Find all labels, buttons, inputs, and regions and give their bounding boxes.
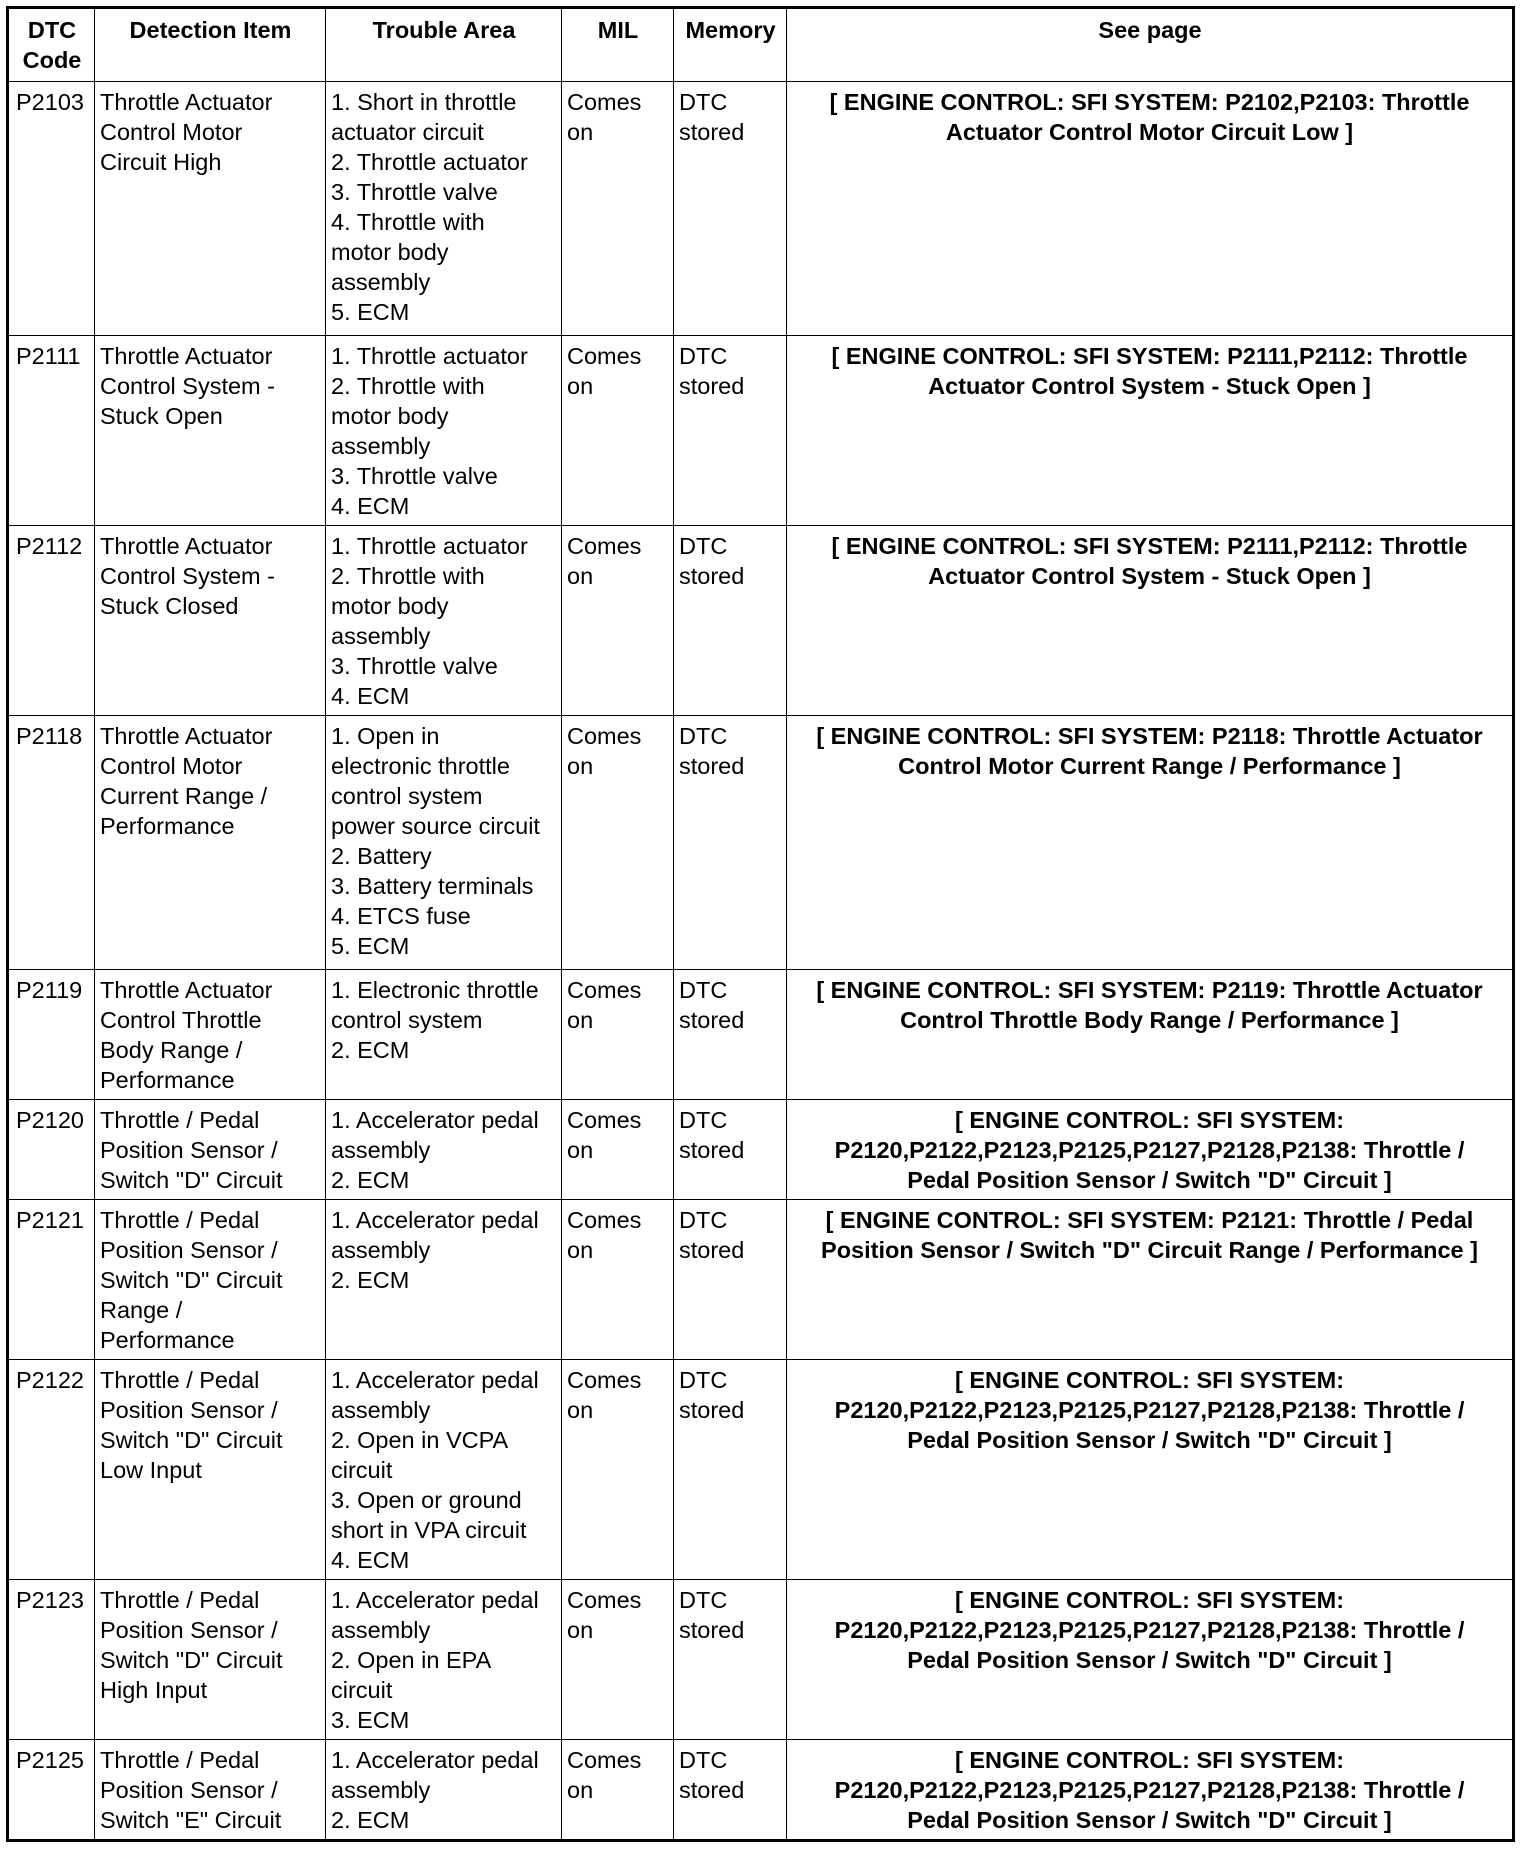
- trouble-line: 1. Short in throttle: [331, 89, 517, 115]
- mil-cell: [562, 1200, 674, 1360]
- trouble-line: 3. Throttle valve: [331, 179, 498, 205]
- trouble-line: circuit: [331, 1677, 393, 1703]
- mil-line: Comes: [567, 533, 642, 559]
- trouble-line: 1. Accelerator pedal: [331, 1207, 539, 1233]
- memory-line: DTC: [679, 977, 728, 1003]
- memory-cell: [674, 1740, 787, 1841]
- see-line: Pedal Position Sensor / Switch "D" Circuit ]: [907, 1167, 1392, 1193]
- trouble-line: 1. Accelerator pedal: [331, 1747, 539, 1773]
- detection-item-cell: [95, 1740, 326, 1841]
- memory-line: stored: [679, 119, 745, 145]
- table-row: [8, 1100, 1514, 1200]
- mil-line: on: [567, 119, 594, 145]
- mil-line: Comes: [567, 89, 642, 115]
- see-page-cell[interactable]: [787, 1200, 1514, 1360]
- see-page-cell[interactable]: [787, 1580, 1514, 1740]
- table-row: [8, 1740, 1514, 1841]
- header-row: [8, 8, 1514, 82]
- detection-line: Control Throttle: [100, 1007, 262, 1033]
- memory-line: DTC: [679, 89, 728, 115]
- table-row: [8, 82, 1514, 336]
- trouble-line: 1. Accelerator pedal: [331, 1107, 539, 1133]
- see-line: Pedal Position Sensor / Switch "D" Circuit ]: [907, 1647, 1392, 1673]
- trouble-line: assembly: [331, 1397, 431, 1423]
- detection-line: Throttle Actuator: [100, 89, 273, 115]
- trouble-line: 4. ECM: [331, 1547, 410, 1573]
- trouble-line: 2. Battery: [331, 843, 432, 869]
- trouble-line: 2. Throttle actuator: [331, 149, 528, 175]
- trouble-line: 3. Open or ground: [331, 1487, 522, 1513]
- mil-line: on: [567, 1617, 594, 1643]
- mil-line: Comes: [567, 1747, 642, 1773]
- dtc-code-cell: P2123: [8, 1580, 95, 1740]
- memory-cell: [674, 336, 787, 526]
- table-row: [8, 336, 1514, 526]
- detection-item-cell: [95, 526, 326, 716]
- mil-line: Comes: [567, 1207, 642, 1233]
- memory-line: DTC: [679, 1367, 728, 1393]
- see-page-cell[interactable]: [787, 82, 1514, 336]
- header-trouble-area: Trouble Area: [326, 8, 562, 82]
- dtc-code-cell: P2112: [8, 526, 95, 716]
- memory-cell: [674, 1200, 787, 1360]
- trouble-line: 3. Battery terminals: [331, 873, 534, 899]
- detection-line: Throttle / Pedal: [100, 1747, 260, 1773]
- memory-cell: [674, 716, 787, 970]
- detection-item-cell: [95, 1200, 326, 1360]
- see-line: [ ENGINE CONTROL: SFI SYSTEM:: [954, 1747, 1345, 1773]
- header-dtc-code: DTC Code: [8, 8, 95, 82]
- trouble-line: actuator circuit: [331, 119, 484, 145]
- memory-line: stored: [679, 1617, 745, 1643]
- trouble-line: 2. Open in EPA: [331, 1647, 492, 1673]
- see-page-cell[interactable]: [787, 526, 1514, 716]
- see-page-cell[interactable]: [787, 336, 1514, 526]
- trouble-line: 2. Open in VCPA: [331, 1427, 509, 1453]
- dtc-code-cell: P2120: [8, 1100, 95, 1200]
- memory-line: stored: [679, 1137, 745, 1163]
- detection-line: High Input: [100, 1677, 208, 1703]
- detection-line: Performance: [100, 1327, 235, 1353]
- mil-line: Comes: [567, 1367, 642, 1393]
- trouble-line: assembly: [331, 1777, 431, 1803]
- see-page-cell[interactable]: [787, 1740, 1514, 1841]
- trouble-line: 4. Throttle with: [331, 209, 485, 235]
- memory-cell: [674, 1360, 787, 1580]
- mil-cell: [562, 1360, 674, 1580]
- memory-line: stored: [679, 373, 745, 399]
- trouble-line: 5. ECM: [331, 299, 410, 325]
- detection-line: Throttle Actuator: [100, 977, 273, 1003]
- mil-line: on: [567, 1237, 594, 1263]
- mil-cell: [562, 970, 674, 1100]
- detection-line: Switch "D" Circuit: [100, 1267, 283, 1293]
- mil-cell: [562, 526, 674, 716]
- trouble-line: 2. ECM: [331, 1037, 410, 1063]
- mil-line: on: [567, 1397, 594, 1423]
- mil-cell: [562, 82, 674, 336]
- trouble-line: 5. ECM: [331, 933, 410, 959]
- mil-cell: [562, 336, 674, 526]
- detection-line: Control Motor: [100, 753, 243, 779]
- dtc-table: [6, 6, 1515, 1842]
- detection-line: Body Range /: [100, 1037, 243, 1063]
- memory-line: stored: [679, 563, 745, 589]
- see-line: [ ENGINE CONTROL: SFI SYSTEM:: [954, 1107, 1345, 1133]
- trouble-line: motor body: [331, 403, 449, 429]
- see-line: P2120,P2122,P2123,P2125,P2127,P2128,P2138: Throttle /: [834, 1777, 1465, 1803]
- see-line: P2120,P2122,P2123,P2125,P2127,P2128,P2138: Throttle /: [834, 1617, 1465, 1643]
- trouble-line: 2. ECM: [331, 1167, 410, 1193]
- trouble-line: 4. ECM: [331, 683, 410, 709]
- detection-line: Throttle / Pedal: [100, 1367, 260, 1393]
- trouble-line: 2. ECM: [331, 1267, 410, 1293]
- detection-line: Stuck Closed: [100, 593, 239, 619]
- see-line: [ ENGINE CONTROL: SFI SYSTEM: P2121: Throttle / Pedal: [825, 1207, 1474, 1233]
- table-row: [8, 526, 1514, 716]
- see-line: Actuator Control Motor Circuit Low ]: [945, 119, 1354, 145]
- memory-line: stored: [679, 1007, 745, 1033]
- see-line: Control Motor Current Range / Performance ]: [898, 753, 1401, 779]
- detection-item-cell: [95, 1580, 326, 1740]
- memory-line: stored: [679, 1237, 745, 1263]
- memory-line: DTC: [679, 1107, 728, 1133]
- mil-line: Comes: [567, 723, 642, 749]
- detection-line: Throttle Actuator: [100, 723, 273, 749]
- dtc-code-cell: P2118: [8, 716, 95, 970]
- memory-cell: [674, 1580, 787, 1740]
- trouble-line: 3. Throttle valve: [331, 463, 498, 489]
- mil-line: on: [567, 373, 594, 399]
- trouble-area-cell: [326, 526, 562, 716]
- trouble-line: assembly: [331, 1617, 431, 1643]
- see-line: [ ENGINE CONTROL: SFI SYSTEM: P2119: Throttle Actuator: [816, 977, 1483, 1003]
- memory-cell: [674, 970, 787, 1100]
- mil-cell: [562, 1580, 674, 1740]
- detection-line: Range /: [100, 1297, 183, 1323]
- see-line: [ ENGINE CONTROL: SFI SYSTEM: P2118: Throttle Actuator: [816, 723, 1483, 749]
- memory-line: DTC: [679, 1747, 728, 1773]
- detection-line: Throttle / Pedal: [100, 1207, 260, 1233]
- see-line: Pedal Position Sensor / Switch "D" Circuit ]: [907, 1427, 1392, 1453]
- trouble-line: circuit: [331, 1457, 393, 1483]
- header-mil: MIL: [562, 8, 674, 82]
- trouble-line: control system: [331, 783, 483, 809]
- trouble-line: short in VPA circuit: [331, 1517, 527, 1543]
- detection-line: Position Sensor /: [100, 1397, 278, 1423]
- see-line: [ ENGINE CONTROL: SFI SYSTEM: P2111,P2112: Throttle: [831, 533, 1468, 559]
- table-body: [8, 82, 1514, 1841]
- detection-line: Position Sensor /: [100, 1137, 278, 1163]
- dtc-code-cell: P2111: [8, 336, 95, 526]
- detection-line: Current Range /: [100, 783, 268, 809]
- detection-line: Throttle / Pedal: [100, 1587, 260, 1613]
- memory-cell: [674, 526, 787, 716]
- trouble-line: assembly: [331, 433, 431, 459]
- trouble-line: motor body: [331, 593, 449, 619]
- detection-line: Throttle / Pedal: [100, 1107, 260, 1133]
- trouble-area-cell: [326, 1100, 562, 1200]
- detection-item-cell: [95, 82, 326, 336]
- header-see-page: See page: [787, 8, 1514, 82]
- trouble-line: 4. ETCS fuse: [331, 903, 471, 929]
- trouble-area-cell: [326, 1580, 562, 1740]
- detection-item-cell: [95, 1100, 326, 1200]
- trouble-area-cell: [326, 336, 562, 526]
- detection-line: Throttle Actuator: [100, 343, 273, 369]
- header-detection-item: Detection Item: [95, 8, 326, 82]
- trouble-line: electronic throttle: [331, 753, 510, 779]
- trouble-line: power source circuit: [331, 813, 540, 839]
- memory-line: stored: [679, 753, 745, 779]
- dtc-code-cell: P2125: [8, 1740, 95, 1841]
- trouble-line: 1. Accelerator pedal: [331, 1587, 539, 1613]
- detection-item-cell: [95, 336, 326, 526]
- detection-line: Control Motor: [100, 119, 243, 145]
- trouble-area-cell: [326, 1740, 562, 1841]
- detection-line: Performance: [100, 813, 235, 839]
- detection-line: Low Input: [100, 1457, 202, 1483]
- table-row: [8, 1580, 1514, 1740]
- memory-line: stored: [679, 1397, 745, 1423]
- detection-line: Switch "D" Circuit: [100, 1167, 283, 1193]
- see-line: Control Throttle Body Range / Performance ]: [900, 1007, 1399, 1033]
- mil-cell: [562, 1100, 674, 1200]
- trouble-line: assembly: [331, 623, 431, 649]
- detection-line: Switch "D" Circuit: [100, 1427, 283, 1453]
- memory-cell: [674, 1100, 787, 1200]
- detection-line: Position Sensor /: [100, 1617, 278, 1643]
- trouble-line: 4. ECM: [331, 493, 410, 519]
- mil-line: on: [567, 753, 594, 779]
- mil-line: Comes: [567, 1587, 642, 1613]
- trouble-line: assembly: [331, 1137, 431, 1163]
- memory-line: DTC: [679, 533, 728, 559]
- trouble-line: 1. Electronic throttle: [331, 977, 539, 1003]
- memory-line: DTC: [679, 1587, 728, 1613]
- mil-line: on: [567, 563, 594, 589]
- detection-line: Circuit High: [100, 149, 222, 175]
- trouble-line: 3. Throttle valve: [331, 653, 498, 679]
- table-row: [8, 1360, 1514, 1580]
- detection-item-cell: [95, 1360, 326, 1580]
- see-line: [ ENGINE CONTROL: SFI SYSTEM: P2111,P2112: Throttle: [831, 343, 1468, 369]
- mil-cell: [562, 1740, 674, 1841]
- table-row: [8, 970, 1514, 1100]
- mil-line: on: [567, 1007, 594, 1033]
- mil-cell: [562, 716, 674, 970]
- see-line: P2120,P2122,P2123,P2125,P2127,P2128,P2138: Throttle /: [834, 1137, 1465, 1163]
- dtc-code-cell: P2121: [8, 1200, 95, 1360]
- trouble-line: control system: [331, 1007, 483, 1033]
- detection-line: Stuck Open: [100, 403, 223, 429]
- mil-line: Comes: [567, 1107, 642, 1133]
- see-page-cell[interactable]: [787, 716, 1514, 970]
- trouble-line: 2. ECM: [331, 1807, 410, 1833]
- detection-line: Control System -: [100, 563, 275, 589]
- detection-item-cell: [95, 716, 326, 970]
- detection-line: Switch "E" Circuit: [100, 1807, 282, 1833]
- trouble-line: 1. Throttle actuator: [331, 343, 528, 369]
- trouble-area-cell: [326, 970, 562, 1100]
- see-page-cell[interactable]: [787, 1100, 1514, 1200]
- trouble-line: 2. Throttle with: [331, 373, 485, 399]
- detection-line: Position Sensor /: [100, 1237, 278, 1263]
- trouble-area-cell: [326, 1360, 562, 1580]
- dtc-code-cell: P2103: [8, 82, 95, 336]
- see-line: Position Sensor / Switch "D" Circuit Range / Performance ]: [821, 1237, 1478, 1263]
- table-row: [8, 1200, 1514, 1360]
- trouble-line: 1. Accelerator pedal: [331, 1367, 539, 1393]
- see-page-cell[interactable]: [787, 970, 1514, 1100]
- trouble-line: 2. Throttle with: [331, 563, 485, 589]
- header-memory: Memory: [674, 8, 787, 82]
- mil-line: Comes: [567, 977, 642, 1003]
- see-line: [ ENGINE CONTROL: SFI SYSTEM:: [954, 1367, 1345, 1393]
- memory-line: DTC: [679, 343, 728, 369]
- see-line: Actuator Control System - Stuck Open ]: [928, 563, 1371, 589]
- detection-line: Control System -: [100, 373, 275, 399]
- trouble-area-cell: [326, 1200, 562, 1360]
- detection-line: Position Sensor /: [100, 1777, 278, 1803]
- see-page-cell[interactable]: [787, 1360, 1514, 1580]
- dtc-code-cell: P2122: [8, 1360, 95, 1580]
- see-line: [ ENGINE CONTROL: SFI SYSTEM:: [954, 1587, 1345, 1613]
- table-row: [8, 716, 1514, 970]
- detection-line: Performance: [100, 1067, 235, 1093]
- trouble-line: 1. Throttle actuator: [331, 533, 528, 559]
- detection-item-cell: [95, 970, 326, 1100]
- mil-line: Comes: [567, 343, 642, 369]
- trouble-line: 1. Open in: [331, 723, 440, 749]
- trouble-area-cell: [326, 82, 562, 336]
- mil-line: on: [567, 1137, 594, 1163]
- dtc-code-cell: P2119: [8, 970, 95, 1100]
- see-line: [ ENGINE CONTROL: SFI SYSTEM: P2102,P2103: Throttle: [829, 89, 1470, 115]
- detection-line: Throttle Actuator: [100, 533, 273, 559]
- memory-line: stored: [679, 1777, 745, 1803]
- mil-line: on: [567, 1777, 594, 1803]
- see-line: P2120,P2122,P2123,P2125,P2127,P2128,P2138: Throttle /: [834, 1397, 1465, 1423]
- trouble-line: motor body: [331, 239, 449, 265]
- trouble-line: 3. ECM: [331, 1707, 410, 1733]
- trouble-line: assembly: [331, 269, 431, 295]
- trouble-line: assembly: [331, 1237, 431, 1263]
- memory-line: DTC: [679, 1207, 728, 1233]
- see-line: Pedal Position Sensor / Switch "D" Circuit ]: [907, 1807, 1392, 1833]
- memory-cell: [674, 82, 787, 336]
- see-line: Actuator Control System - Stuck Open ]: [928, 373, 1371, 399]
- detection-line: Switch "D" Circuit: [100, 1647, 283, 1673]
- trouble-area-cell: [326, 716, 562, 970]
- memory-line: DTC: [679, 723, 728, 749]
